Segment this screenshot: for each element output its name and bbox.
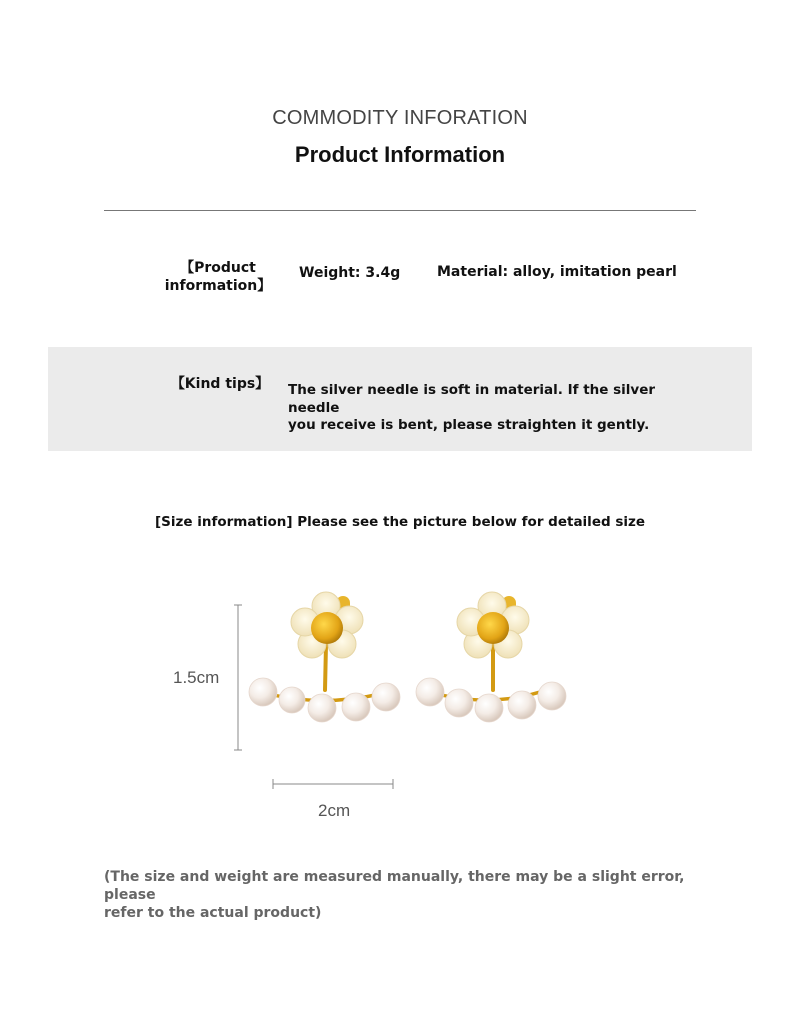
weight-value: Weight: 3.4g xyxy=(299,265,401,281)
page-title: Product Information xyxy=(294,142,506,167)
size-info-heading: [Size information] Please see the picture below for detailed size xyxy=(154,514,646,530)
earring-size-diagram xyxy=(150,560,610,840)
width-label: 2cm xyxy=(318,801,351,820)
kind-tips-text xyxy=(288,382,688,435)
kind-tips-line2: you receive is bent, please straighten it gently. xyxy=(288,417,650,433)
measurement-note-line1: (The size and weight are measured manually, there may be a slight error, please xyxy=(104,869,685,903)
product-info-label-line1: 【Product xyxy=(180,260,256,276)
section-eyebrow: COMMODITY INFORATION xyxy=(272,107,528,129)
product-info-label xyxy=(158,259,278,295)
kind-tips-line1: The silver needle is soft in material. If the silver needle xyxy=(288,382,656,416)
material-value: Material: alloy, imitation pearl xyxy=(437,264,677,280)
height-dimension-line xyxy=(234,605,242,750)
height-label: 1.5cm xyxy=(173,668,220,687)
kind-tips-label: 【Kind tips】 xyxy=(170,376,270,392)
measurement-note-line2: refer to the actual product) xyxy=(104,905,322,921)
earring-left xyxy=(249,592,400,722)
earring-right xyxy=(416,592,566,722)
divider xyxy=(104,210,696,211)
measurement-note xyxy=(104,868,704,922)
product-info-label-line2: information】 xyxy=(164,278,272,294)
width-dimension-line xyxy=(273,779,393,789)
